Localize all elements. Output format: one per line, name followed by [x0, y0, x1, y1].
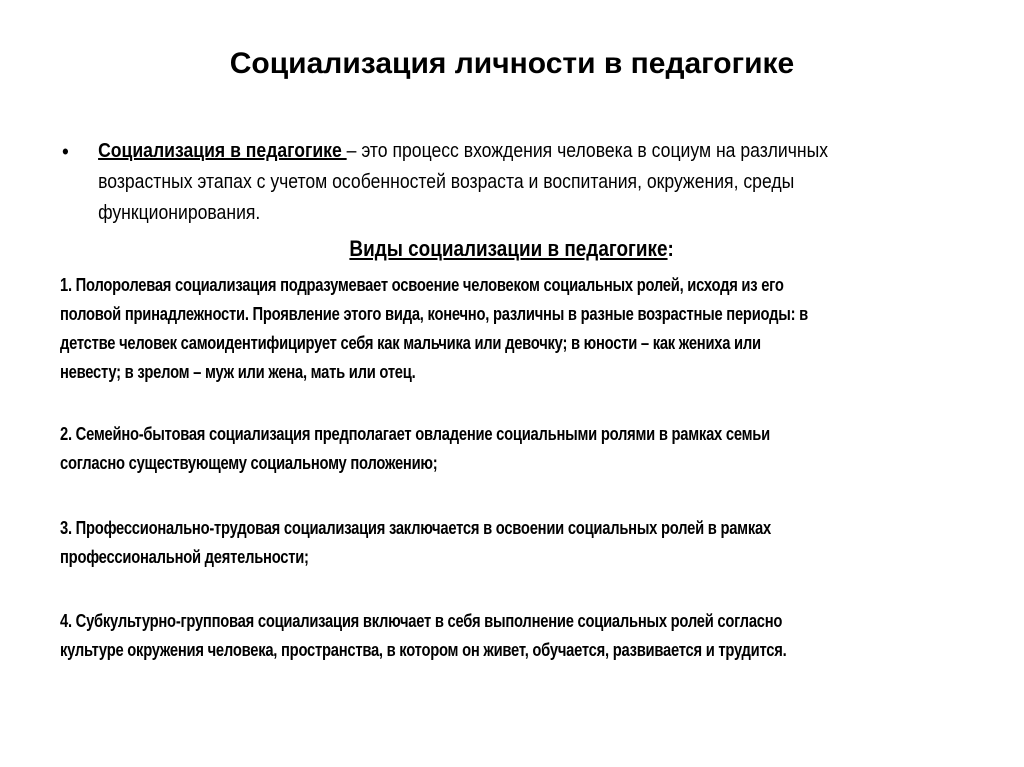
item-line: детстве человек самоидентифицирует себя как мальчика или девочку; в юности – как жениха или — [60, 333, 761, 353]
item-line: 3. Профессионально-трудовая социализация заключается в освоении социальных ролей в рамках — [60, 518, 771, 538]
item-line: согласно существующему социальному положению; — [60, 453, 438, 473]
definition-line-1 — [98, 136, 951, 167]
definition-line-2: возрастных этапах с учетом особенностей возраста и воспитания, окружения, среды — [98, 171, 795, 193]
bullet-icon: • — [62, 139, 69, 164]
list-item-professional — [60, 514, 962, 572]
definition-line-3: функционирования. — [98, 202, 261, 224]
definition-text — [98, 136, 951, 229]
slide-title: Социализация личности в педагогике — [229, 47, 795, 80]
types-heading-colon: : — [667, 236, 675, 261]
item-line: 4. Субкультурно-групповая социализация включает в себя выполнение социальных ролей согласно — [60, 611, 783, 631]
definition-term: Социализация в педагогике — [98, 140, 347, 162]
definition-bullet — [62, 136, 951, 229]
item-line: невесту; в зрелом – муж или жена, мать или отец. — [60, 362, 416, 382]
item-line: профессиональной деятельности; — [60, 547, 309, 567]
list-item-family — [60, 420, 962, 478]
item-line: 1. Полоролевая социализация подразумевает освоение человеком социальных ролей, исходя из его — [60, 275, 784, 295]
types-heading-text: Виды социализации в педагогике — [349, 236, 668, 261]
list-item-subculture — [60, 607, 962, 665]
item-line: культуре окружения человека, пространства, в котором он живет, обучается, развивается и трудится. — [60, 640, 787, 660]
definition-line-1-text: – это процесс вхождения человека в социум на различных — [346, 140, 829, 162]
types-heading-inner — [350, 234, 674, 264]
types-heading — [0, 234, 1024, 264]
item-line: 2. Семейно-бытовая социализация предполагает овладение социальными ролями в рамках семьи — [60, 424, 770, 444]
list-item-gender-role — [60, 271, 962, 387]
item-line: половой принадлежности. Проявление этого вида, конечно, различны в разные возрастные периоды: в — [60, 304, 808, 324]
